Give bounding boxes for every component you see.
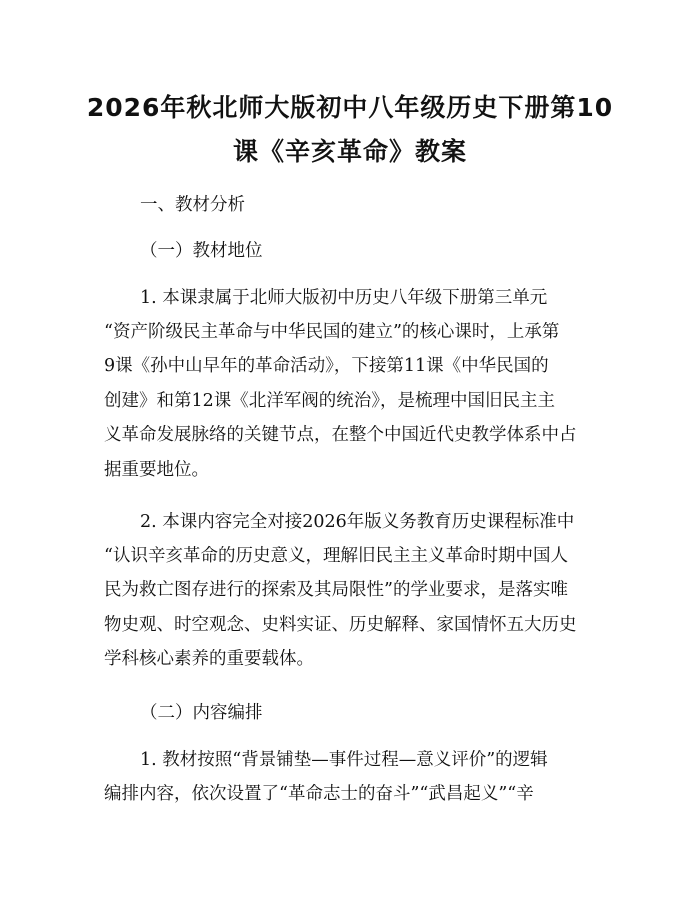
paragraph-line: 据重要地位。 xyxy=(104,460,209,480)
subsection-heading-content-arrangement: （二）内容编排 xyxy=(140,703,263,723)
paragraph-line: 创建》和第12课《北洋军阀的统治》，是梳理中国旧民主主 xyxy=(104,391,556,411)
paragraph-line: 9课《孙中山早年的革命活动》，下接第11课《中华民国的 xyxy=(104,356,549,376)
subsection-heading-textbook-status: （一）教材地位 xyxy=(140,241,263,261)
paragraph-line: 编排内容，依次设置了“革命志士的奋斗”“武昌起义”“辛 xyxy=(104,784,534,804)
paragraph-line: 义革命发展脉络的关键节点，在整个中国近代史教学体系中占 xyxy=(104,425,577,445)
section-heading-textbook-analysis: 一、教材分析 xyxy=(140,195,245,215)
document-title-line-2: 课《辛亥革命》教案 xyxy=(232,137,467,166)
paragraph-line: 1. 教材按照“背景铺垫—事件过程—意义评价”的逻辑 xyxy=(140,750,548,770)
paragraph-line: 物史观、时空观念、史料实证、历史解释、家国情怀五大历史 xyxy=(104,615,577,635)
paragraph-line: “资产阶级民主革命与中华民国的建立”的核心课时，上承第 xyxy=(104,322,560,342)
paragraph-line: 学科核心素养的重要载体。 xyxy=(104,649,314,669)
paragraph-line: 民为救亡图存进行的探索及其局限性”的学业要求，是落实唯 xyxy=(104,580,568,600)
paragraph-line: 1. 本课隶属于北师大版初中历史八年级下册第三单元 xyxy=(140,288,548,308)
paragraph-line: “认识辛亥革命的历史意义，理解旧民主主义革命时期中国人 xyxy=(104,546,568,566)
document-title-line-1: 2026年秋北师大版初中八年级历史下册第10 xyxy=(86,93,614,122)
paragraph-line: 2. 本课内容完全对接2026年版义务教育历史课程标准中 xyxy=(140,512,575,532)
